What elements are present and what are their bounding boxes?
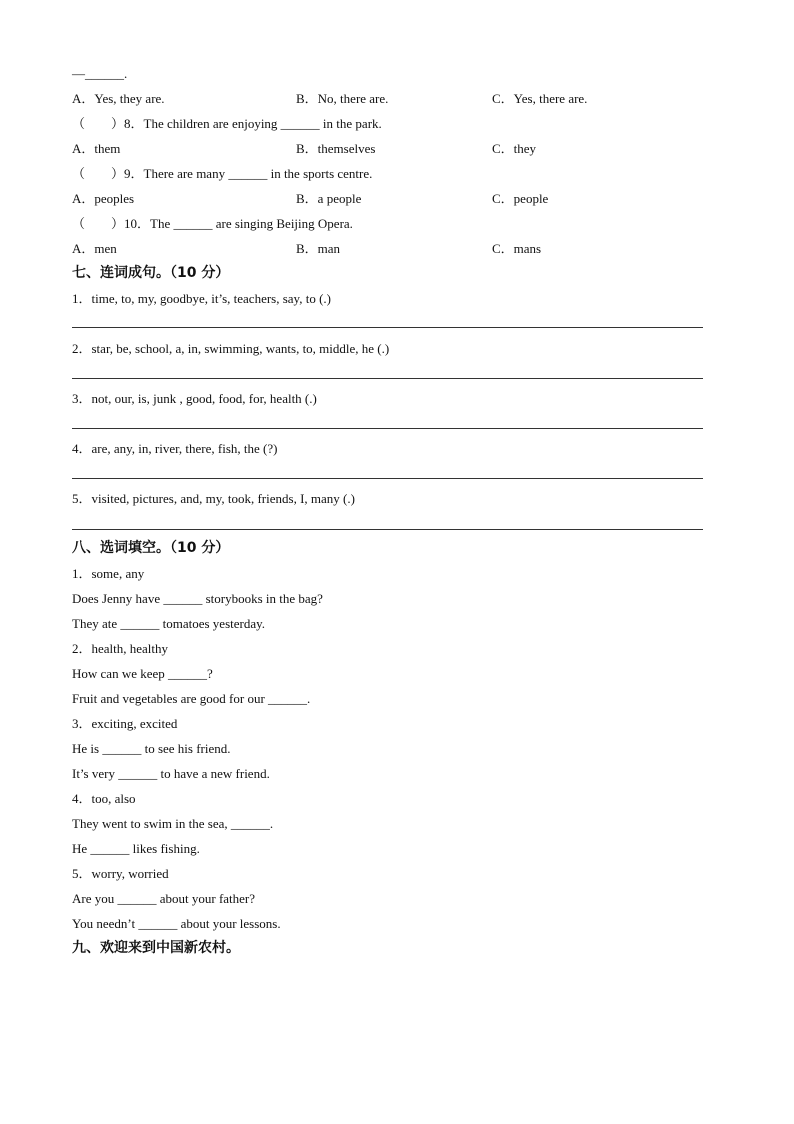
fill-blank-sentence: Does Jenny have ______ storybooks in the bag? (72, 591, 323, 606)
q8-text: The children are enjoying ______ in the park. (143, 116, 382, 131)
word-order-item: 2．star, be, school, a, in, swimming, wants, to, middle, he (.) (72, 341, 390, 356)
q9-number: （ ）9． (72, 166, 144, 181)
answer-line (72, 478, 703, 479)
fill-blank-sentence: Fruit and vegetables are good for our ______. (72, 691, 311, 706)
q10-stem (72, 216, 353, 232)
word-choice-pair: 5．worry, worried (72, 866, 169, 881)
section-7-heading: 七、连词成句。（10 分） (72, 265, 230, 281)
q10-text: The ______ are singing Beijing Opera. (150, 216, 353, 231)
q7-option-a: A．Yes, they are. (72, 91, 165, 106)
q10-number: （ ）10． (72, 216, 151, 231)
q7-option-c: C．Yes, there are. (492, 91, 588, 106)
answer-line (72, 529, 703, 530)
q10-option-c: C．mans (492, 241, 542, 256)
word-choice-pair: 1．some, any (72, 566, 145, 581)
q8-option-a: A．them (72, 141, 121, 156)
word-choice-pair: 4．too, also (72, 791, 136, 806)
answer-line (72, 378, 703, 379)
answer-line (72, 327, 703, 328)
word-order-item: 1．time, to, my, goodbye, it’s, teachers, say, to (.) (72, 291, 331, 306)
fill-blank-sentence: Are you ______ about your father? (72, 891, 256, 906)
fill-blank-sentence: He is ______ to see his friend. (72, 741, 231, 756)
word-choice-pair: 3．exciting, excited (72, 716, 178, 731)
fill-blank-sentence: They went to swim in the sea, ______. (72, 816, 274, 831)
answer-line (72, 428, 703, 429)
q8-stem (72, 116, 382, 132)
fill-blank-sentence: It’s very ______ to have a new friend. (72, 766, 270, 781)
word-order-item: 5．visited, pictures, and, my, took, friends, I, many (.) (72, 491, 355, 506)
q9-option-b: B．a people (296, 191, 362, 206)
section-8-heading: 八、选词填空。（10 分） (72, 540, 230, 556)
q9-option-a: A．peoples (72, 191, 135, 206)
q8-option-b: B．themselves (296, 141, 376, 156)
q8-option-c: C．they (492, 141, 537, 156)
q9-text: There are many ______ in the sports centre. (143, 166, 373, 181)
fill-blank-sentence: They ate ______ tomatoes yesterday. (72, 616, 266, 631)
q9-stem (72, 166, 372, 182)
section-9-heading: 九、欢迎来到中国新农村。 (72, 940, 240, 956)
fill-blank-sentence: How can we keep ______? (72, 666, 213, 681)
word-choice-pair: 2．health, healthy (72, 641, 169, 656)
q10-option-a: A．men (72, 241, 117, 256)
q10-option-b: B．man (296, 241, 341, 256)
q7-option-b: B．No, there are. (296, 91, 389, 106)
fill-blank-sentence: You needn’t ______ about your lessons. (72, 916, 281, 931)
q8-number: （ ）8． (72, 116, 144, 131)
q9-option-c: C．people (492, 191, 549, 206)
word-order-item: 3．not, our, is, junk , good, food, for, health (.) (72, 391, 317, 406)
answer-stub: —______. (72, 66, 128, 81)
word-order-item: 4．are, any, in, river, there, fish, the (?) (72, 441, 278, 456)
fill-blank-sentence: He ______ likes fishing. (72, 841, 200, 856)
